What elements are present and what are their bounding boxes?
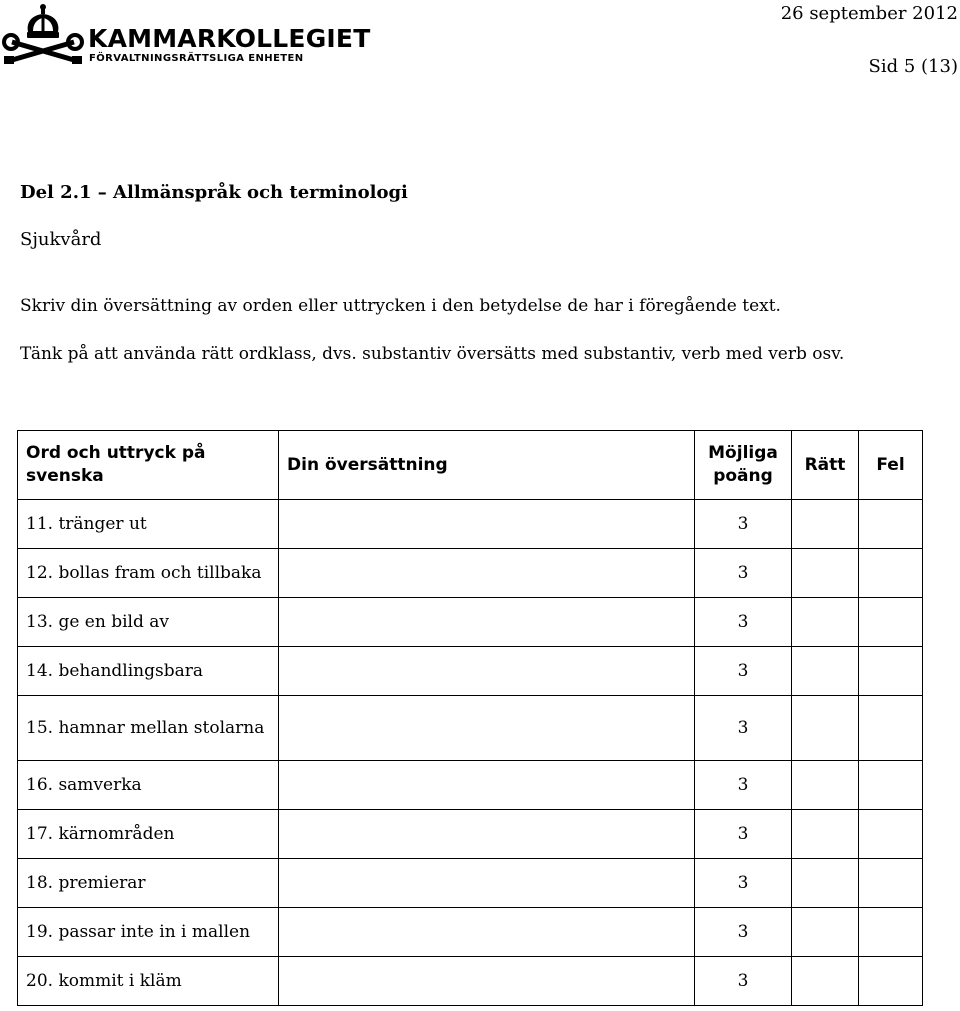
points-cell: 3 [695,598,792,647]
points-cell: 3 [695,761,792,810]
term-cell: 17. kärnområden [18,810,279,859]
crown-keys-emblem-icon [2,2,84,66]
correct-cell [792,549,859,598]
correct-cell [792,859,859,908]
translation-cell[interactable] [279,957,695,1006]
term-cell: 18. premierar [18,859,279,908]
points-cell: 3 [695,908,792,957]
wrong-cell [859,647,923,696]
vocabulary-table [17,430,923,1006]
wrong-cell [859,761,923,810]
section-subject: Sjukvård [20,229,102,250]
term-cell: 13. ge en bild av [18,598,279,647]
table-row [18,957,923,1006]
kammarkollegiet-logo [2,2,371,66]
translation-cell[interactable] [279,859,695,908]
points-cell: 3 [695,859,792,908]
page-number: Sid 5 (13) [868,56,958,77]
term-cell: 20. kommit i kläm [18,957,279,1006]
correct-cell [792,598,859,647]
correct-cell [792,957,859,1006]
table-header-row [18,431,923,500]
wrong-cell [859,810,923,859]
translation-cell[interactable] [279,647,695,696]
translation-cell[interactable] [279,500,695,549]
correct-cell [792,647,859,696]
org-unit: FÖRVALTNINGSRÄTTSLIGA ENHETEN [89,53,304,64]
correct-cell [792,908,859,957]
header-wrong: Fel [859,431,923,500]
points-cell: 3 [695,549,792,598]
points-cell: 3 [695,696,792,761]
table-row [18,598,923,647]
header-correct: Rätt [792,431,859,500]
wrong-cell [859,598,923,647]
document-date: 26 september 2012 [780,3,958,24]
table-row [18,859,923,908]
translation-cell[interactable] [279,810,695,859]
wrong-cell [859,696,923,761]
correct-cell [792,810,859,859]
term-cell: 14. behandlingsbara [18,647,279,696]
wrong-cell [859,500,923,549]
points-cell: 3 [695,810,792,859]
points-cell: 3 [695,957,792,1006]
header-translation: Din översättning [279,431,695,500]
org-name: KAMMARKOLLEGIET [88,24,371,53]
term-cell: 16. samverka [18,761,279,810]
instruction-text-1: Skriv din översättning av orden eller uttrycken i den betydelse de har i föregående text. [20,296,781,316]
wrong-cell [859,908,923,957]
table-row [18,908,923,957]
header-term: Ord och uttryck på svenska [18,431,279,500]
translation-cell[interactable] [279,598,695,647]
term-cell: 19. passar inte in i mallen [18,908,279,957]
table-row [18,810,923,859]
correct-cell [792,500,859,549]
table-row [18,647,923,696]
wrong-cell [859,957,923,1006]
wrong-cell [859,549,923,598]
correct-cell [792,761,859,810]
points-cell: 3 [695,647,792,696]
instruction-text-2: Tänk på att använda rätt ordklass, dvs. substantiv översätts med substantiv, verb med verb osv. [20,344,845,364]
wrong-cell [859,859,923,908]
header-points: Möjliga poäng [695,431,792,500]
points-cell: 3 [695,500,792,549]
term-cell: 11. tränger ut [18,500,279,549]
table-row [18,549,923,598]
table-row [18,500,923,549]
term-cell: 15. hamnar mellan stolarna [18,696,279,761]
table-row [18,761,923,810]
table-row [18,696,923,761]
correct-cell [792,696,859,761]
translation-cell[interactable] [279,761,695,810]
section-title: Del 2.1 – Allmänspråk och terminologi [20,182,408,203]
term-cell: 12. bollas fram och tillbaka [18,549,279,598]
translation-cell[interactable] [279,549,695,598]
translation-cell[interactable] [279,696,695,761]
translation-cell[interactable] [279,908,695,957]
